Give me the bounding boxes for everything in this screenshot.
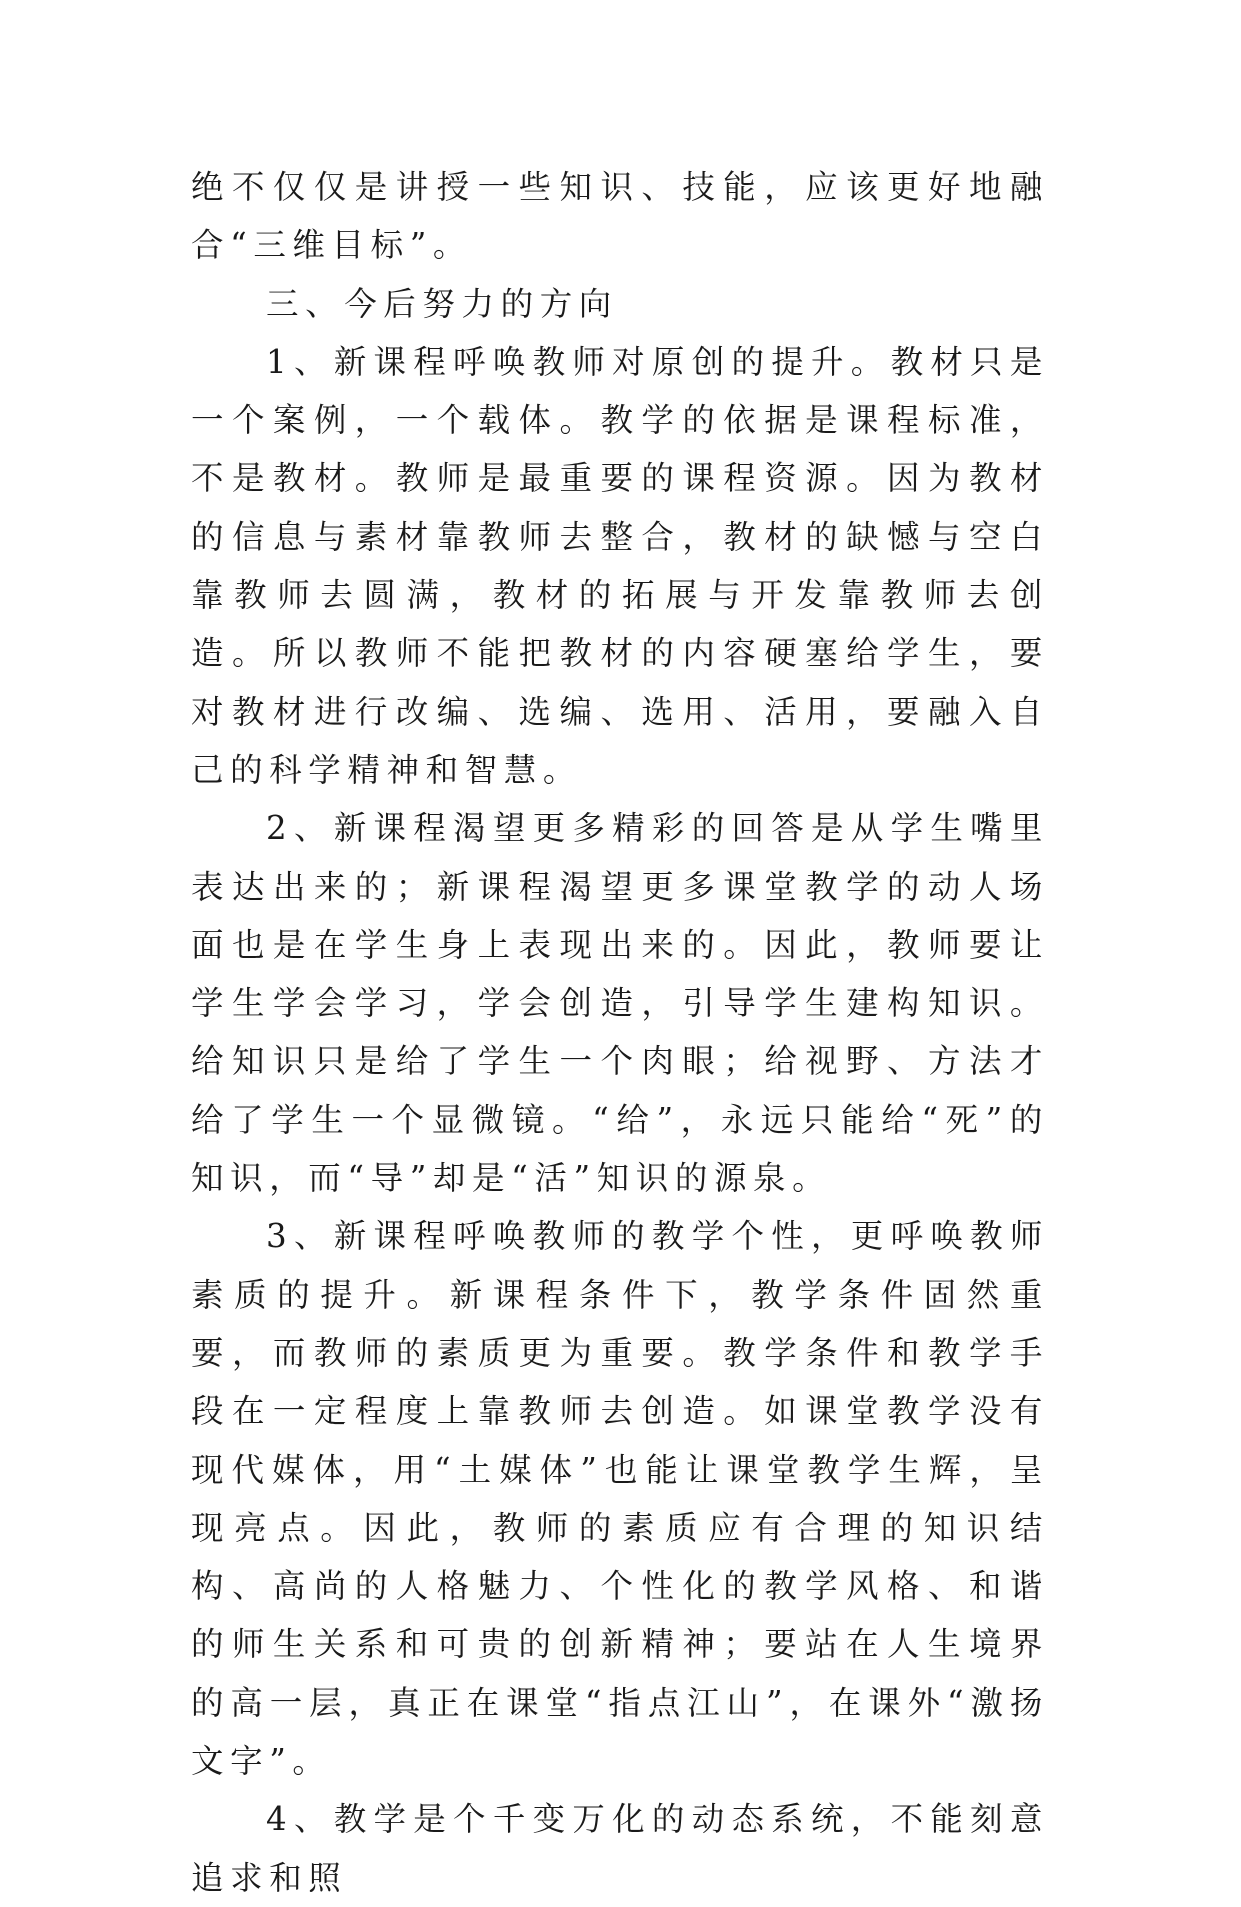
paragraph-continuation: 绝不仅仅是讲授一些知识、技能，应该更好地融合“三维目标”。 [191, 168, 1049, 265]
paragraph-point-2: 2、新课程渴望更多精彩的回答是从学生嘴里表达出来的；新课程渴望更多课堂教学的动人场面也是在学生身上表现出来的。因此，教师要让学生学会学习，学会创造，引导学生建构知识。给知识只是给了学生一个肉眼；给视野、方法才给了学生一个显微镜。“给”，永远只能给“死”的知识，而“导”却是“活”知识的源泉。 [191, 809, 1049, 1198]
document-body [191, 158, 1049, 1907]
section-heading: 三、今后努力的方向 [266, 284, 618, 323]
paragraph-point-1: 1、新课程呼唤教师对原创的提升。教材只是一个案例，一个载体。教学的依据是课程标准，不是教材。教师是最重要的课程资源。因为教材的信息与素材靠教师去整合，教材的缺憾与空白靠教师去圆满，教材的拓展与开发靠教师去创造。所以教师不能把教材的内容硬塞给学生，要对教材进行改编、选编、选用、活用，要融入自己的科学精神和智慧。 [191, 342, 1049, 789]
paragraph-point-4: 4、教学是个千变万化的动态系统，不能刻意追求和照 [191, 1800, 1049, 1897]
paragraph-point-3: 3、新课程呼唤教师的教学个性，更呼唤教师素质的提升。新课程条件下，教学条件固然重要，而教师的素质更为重要。教学条件和教学手段在一定程度上靠教师去创造。如课堂教学没有现代媒体，用“土媒体”也能让课堂教学生辉，呈现亮点。因此，教师的素质应有合理的知识结构、高尚的人格魅力、个性化的教学风格、和谐的师生关系和可贵的创新精神；要站在人生境界的高一层，真正在课堂“指点江山”，在课外“激扬文字”。 [191, 1217, 1049, 1781]
